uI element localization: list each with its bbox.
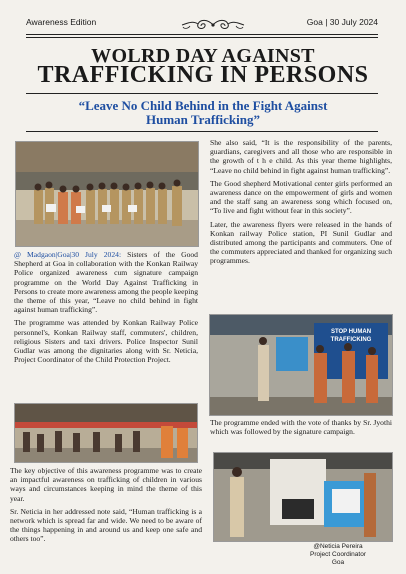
- intro-text: Sisters of the Good Shepherd at Goa in collaboration with the Konkan Railway Police organized awareness cum signature campaign programme on the World Day Against Trafficking in Persons to create more awareness among the people keeping the theme of this year, “Leave no child behind in fight against human trafficking”.: [14, 250, 198, 315]
- location-dateline: @ Madgaon|Goa|30 July 2024:: [14, 250, 122, 259]
- signature-block: [298, 543, 378, 567]
- header-rule-thin: [26, 37, 378, 38]
- group-photo: [15, 141, 199, 247]
- scroll-ornament-icon: [178, 18, 248, 32]
- signature-campaign-photo: [213, 452, 393, 542]
- right-column-top: [210, 138, 392, 270]
- left-column-top: [14, 250, 198, 368]
- attendance-paragraph: The programme was attended by Konkan Railway Police personnel's, Konkan Railway staff, commuters', children, religious Sisters and taxi drivers. Police Inspector Sunil Gudlar was among the dignitaries along with Sr. Neticia, Project Coordinator of the Child Protection Project.: [14, 318, 198, 365]
- dateline: Goa | 30 July 2024: [306, 17, 378, 27]
- theme-quote-line-2: Human Trafficking”: [145, 112, 260, 127]
- theme-quote: [0, 99, 406, 127]
- banner-text-trafficking: TRAFFICKING: [330, 337, 372, 343]
- signature-name: @Neticia Pereira: [313, 543, 363, 550]
- quote-rule: [26, 131, 378, 132]
- top-bar: [26, 14, 378, 30]
- banner-photo-image: [210, 315, 392, 415]
- intro-paragraph: [14, 250, 198, 314]
- left-column-bottom: [10, 466, 202, 548]
- closing-paragraph: The programme ended with the vote of thanks by Sr. Jyothi which was followed by the signature campaign.: [210, 418, 392, 437]
- responsibility-paragraph: She also said, “It is the responsibility of the parents, guardians, caregivers and all those who are responsible in the growth of t h e child. As this year theme highlights, “Leave no child behind in fight against human trafficking”.: [210, 138, 392, 175]
- right-column-closing: [210, 418, 392, 440]
- flyers-paragraph: Later, the awareness flyers were released in the hands of Konkan railway Police station, PI Sunil Gudlar and distributed among the participants and commuters. One of the commuters appreciated and thanked for organizing such programmes.: [210, 219, 392, 266]
- headline-line-2: TRAFFICKING IN PERSONS: [37, 62, 369, 88]
- group-photo-image: [16, 142, 198, 246]
- header-rule-top: [26, 34, 378, 35]
- banner-text-stop: STOP HUMAN: [330, 329, 372, 335]
- banner-photo: [209, 314, 393, 416]
- platform-photo: [14, 403, 198, 463]
- signature-role: Project Coordinator: [310, 551, 366, 558]
- edition-label: Awareness Edition: [26, 17, 97, 27]
- theme-quote-line-1: “Leave No Child Behind in the Fight Against: [78, 98, 328, 113]
- performance-paragraph: The Good shepherd Motivational center girls performed an awareness dance on the empowerment of girls and women and the staff sang an awareness song which focused on, “To live and fight without fear in this society”.: [210, 178, 392, 216]
- headline-rule: [26, 93, 378, 94]
- signature-place: Goa: [331, 559, 345, 566]
- address-paragraph: Sr. Neticia in her addressed note said, “Human trafficking is a network which is spread far and wide. We need to be aware of the things happening in and around us and keep one safe and others too”.: [10, 506, 202, 544]
- objective-paragraph: The key objective of this awareness programme was to create an impactful awareness on trafficking of children in various ways and circumstances keeping in mind the theme of this year.: [10, 466, 202, 503]
- headline-line-1: WOLRD DAY AGAINST: [91, 45, 315, 67]
- platform-photo-image: [15, 404, 197, 462]
- signature-campaign-image: [214, 453, 392, 541]
